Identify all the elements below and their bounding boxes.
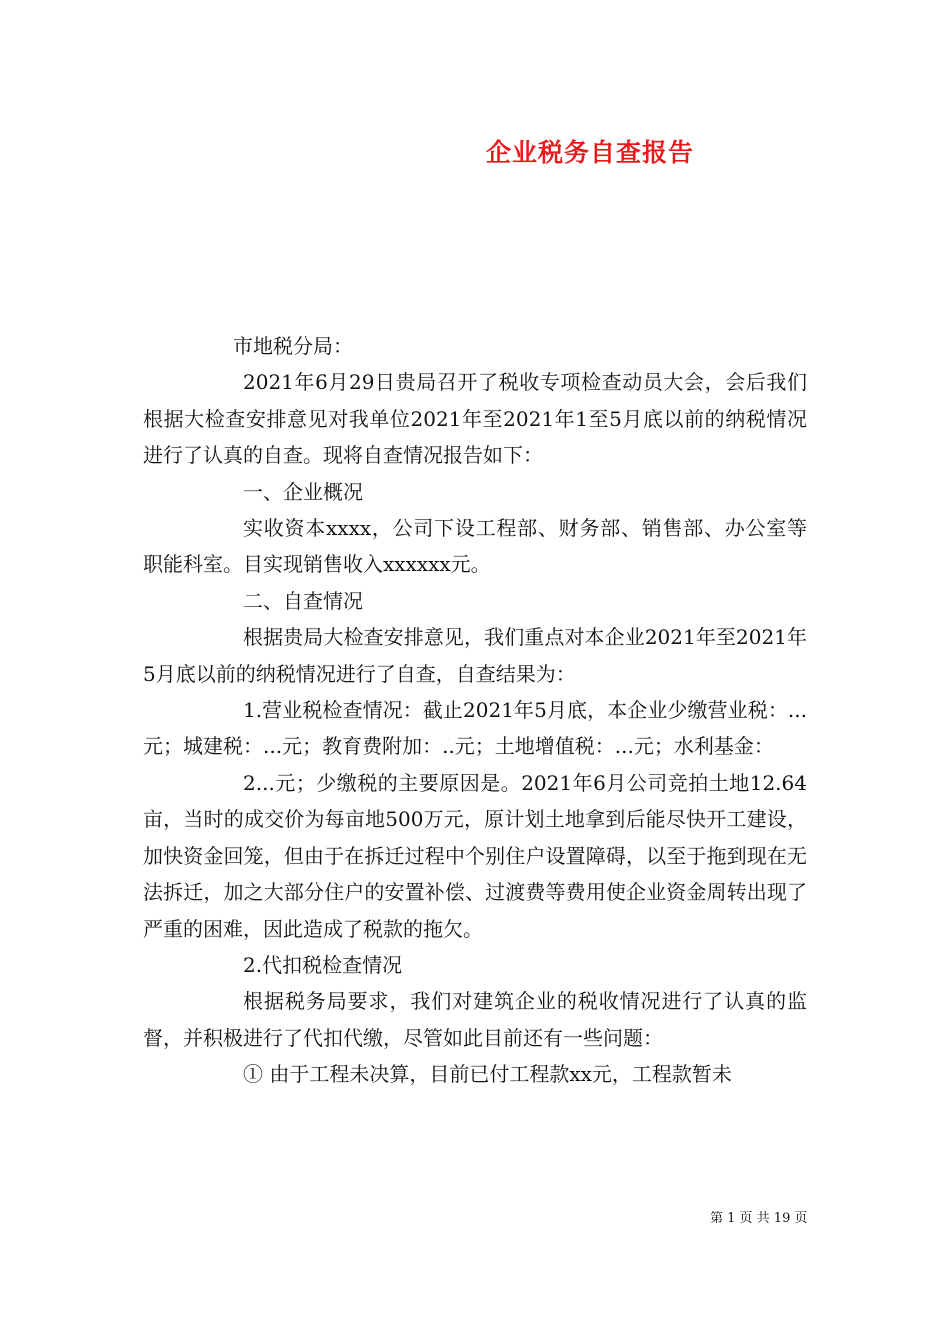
- section-heading-self-check: 二、自查情况: [243, 588, 363, 613]
- paragraph-withholding: 根据税务局要求，我们对建筑企业的税收情况进行了认真的监督，并积极进行了代扣代缴，尽管如此目前还有一些问题：: [143, 989, 807, 1050]
- document-body: [143, 328, 807, 1093]
- paragraph-self-check: 根据贵局大检查安排意见，我们重点对本企业2021年至2021年5月底以前的纳税情况进行了自查，自查结果为：: [143, 625, 807, 686]
- page-number: 第 1 页 共 19 页: [710, 1211, 808, 1226]
- paragraph-tax-reason: 2...元；少缴税的主要原因是。2021年6月公司竞拍土地12.64亩，当时的成交价为每亩地500万元，原计划土地拿到后能尽快开工建设，加快资金回笼，但由于在拆迁过程中个别住户设置障碍，以至于拖到现在无法拆迁，加之大部分住户的安置补偿、过渡费等费用使企业资金周转出现了严重的困难，因此造成了税款的拖欠。: [143, 770, 807, 941]
- section-heading-overview: 一、企业概况: [243, 479, 363, 504]
- paragraph-business-tax: 1.营业税检查情况：截止2021年5月底，本企业少缴营业税：...元；城建税：...元；教育费附加：..元；土地增值税：...元；水利基金：: [143, 698, 807, 759]
- paragraph-item-1: ① 由于工程未决算，目前已付工程款xx元，工程款暂未: [243, 1062, 732, 1087]
- paragraph-intro: 2021年6月29日贵局召开了税收专项检查动员大会，会后我们根据大检查安排意见对我单位2021年至2021年1至5月底以前的纳税情况进行了认真的自查。现将自查情况报告如下：: [143, 370, 807, 468]
- section-heading-withholding: 2.代扣税检查情况: [243, 952, 403, 977]
- document-title: 企业税务自查报告: [485, 138, 694, 167]
- paragraph-overview: 实收资本xxxx，公司下设工程部、财务部、销售部、办公室等职能科室。目实现销售收入xxxxxx元。: [143, 516, 807, 577]
- salutation: 市地税分局：: [233, 334, 353, 358]
